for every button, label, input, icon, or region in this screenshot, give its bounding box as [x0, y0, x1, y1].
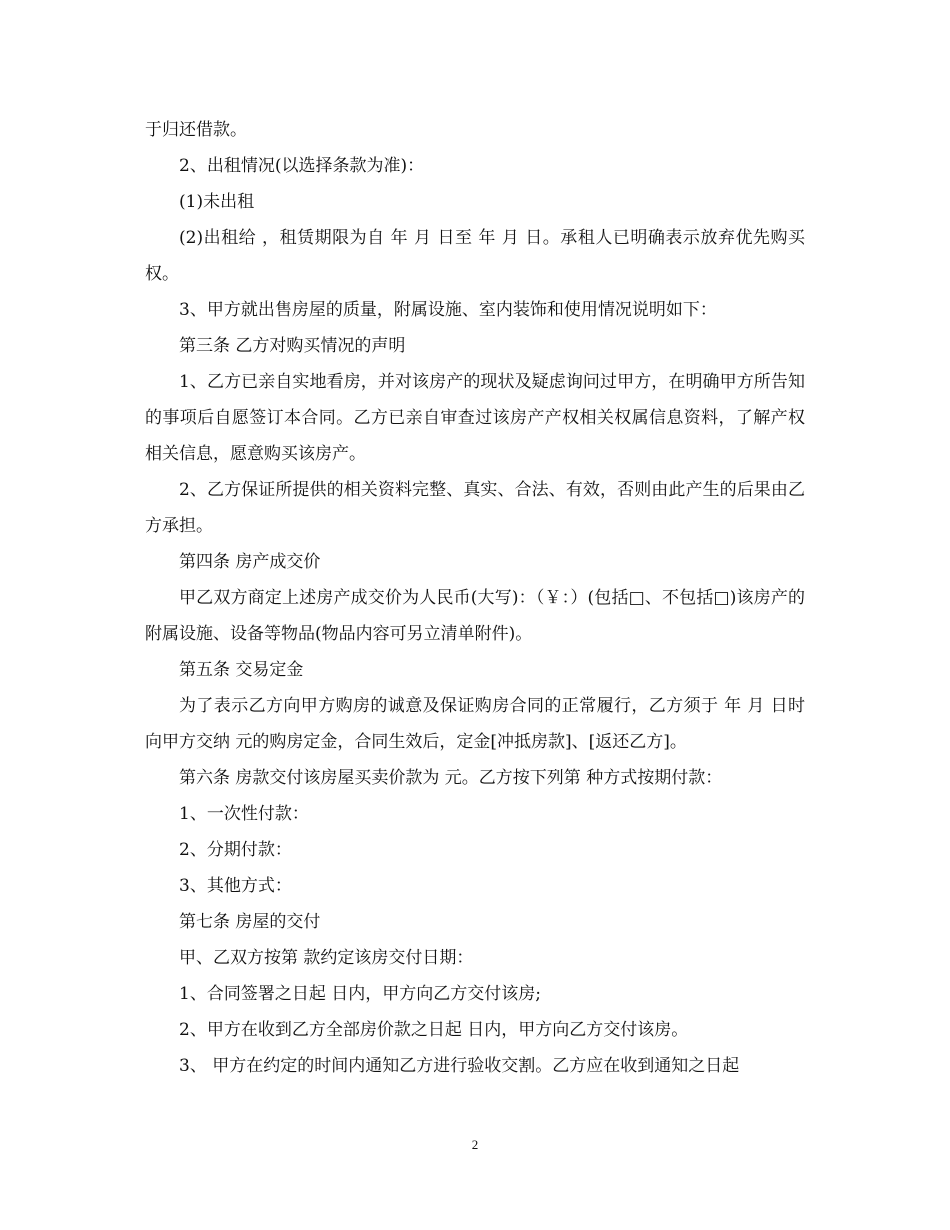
section-heading: 第五条 交易定金 — [179, 660, 304, 680]
paragraph: 1、乙方已亲自实地看房，并对该房产的现状及疑虑询问过甲方，在明确甲方所告知的事项后自愿签订本合同。乙方已亲自审查过该房产产权相关权属信息资料，了解产权相关信息，愿意购买该房产。 — [145, 372, 805, 464]
list-item: 1、一次性付款： — [179, 804, 309, 824]
list-item: 3、其他方式： — [179, 876, 292, 896]
page-number: 2 — [471, 1137, 479, 1152]
section-heading: 第七条 房屋的交付 — [179, 912, 321, 932]
section-heading: 第四条 房产成交价 — [179, 552, 321, 572]
paragraph: 3、甲方就出售房屋的质量，附属设施、室内装饰和使用情况说明如下： — [179, 300, 717, 320]
paragraph: 为了表示乙方向甲方购房的诚意及保证购房合同的正常履行，乙方须于 年 月 日时向甲方交纳 元的购房定金，合同生效后，定金[冲抵房款]、[返还乙方]。 — [145, 696, 805, 752]
paragraph: (2)出租给 ，租赁期限为自 年 月 日至 年 月 日。承租人已明确表示放弃优先购买权。 — [145, 228, 805, 284]
list-item: 2、甲方在收到乙方全部房价款之日起 日内，甲方向乙方交付该房。 — [179, 1020, 689, 1040]
paragraph: 甲乙双方商定上述房产成交价为人民币(大写)：（￥：）(包括□、不包括□)该房产的附属设施、设备等物品(物品内容可另立清单附件)。 — [145, 588, 805, 644]
list-item: 1、合同签署之日起 日内，甲方向乙方交付该房; — [179, 984, 541, 1004]
section-heading: 第三条 乙方对购买情况的声明 — [179, 336, 406, 356]
paragraph: 第六条 房款交付该房屋买卖价款为 元。乙方按下列第 种方式按期付款： — [179, 768, 723, 788]
paragraph: 于归还借款。 — [145, 120, 247, 140]
list-item: 2、分期付款： — [179, 840, 292, 860]
list-item: 3、 甲方在约定的时间内通知乙方进行验收交割。乙方应在收到通知之日起 — [179, 1056, 740, 1076]
paragraph: 甲、乙双方按第 款约定该房交付日期： — [179, 948, 474, 968]
paragraph: (1)未出租 — [179, 192, 255, 212]
paragraph: 2、乙方保证所提供的相关资料完整、真实、合法、有效，否则由此产生的后果由乙方承担。 — [145, 480, 805, 536]
paragraph: 2、出租情况(以选择条款为准)： — [179, 156, 425, 176]
document-body — [145, 112, 805, 1084]
